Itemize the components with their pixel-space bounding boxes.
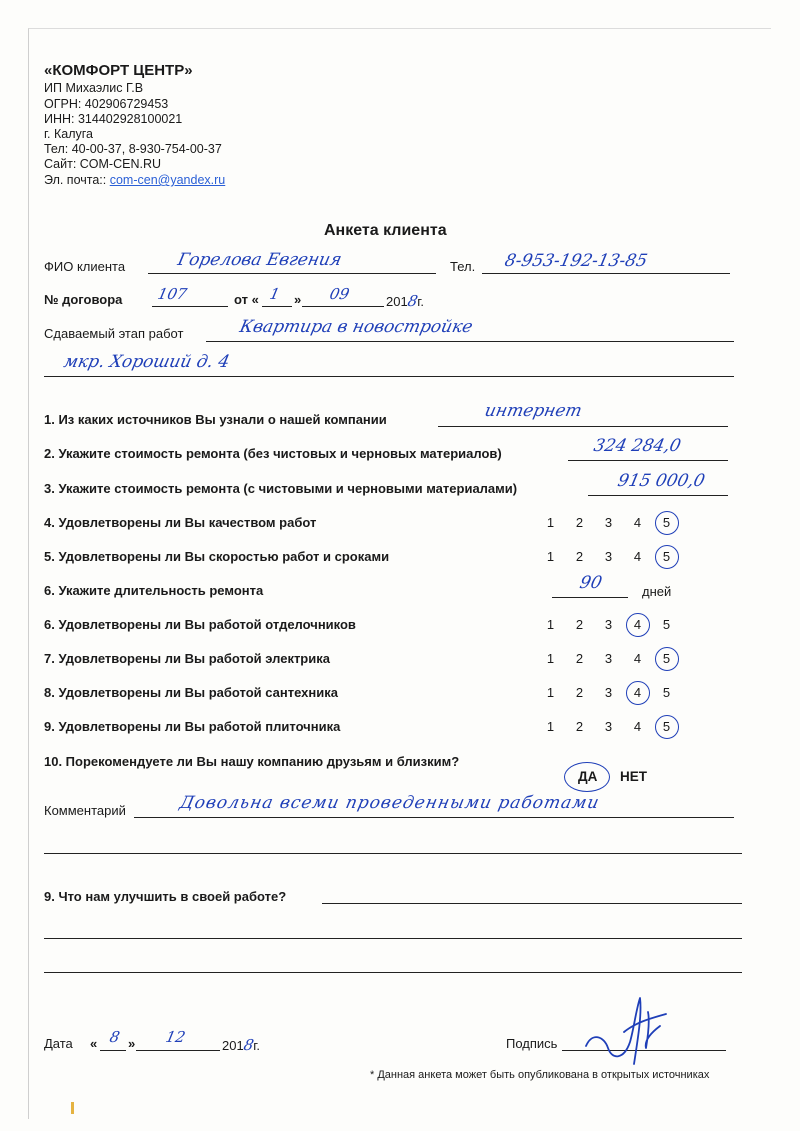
phone-value[interactable]: 8-953-192-13-85	[502, 251, 650, 271]
q6b-selected-circle	[626, 613, 650, 637]
rating-option[interactable]: 4	[633, 651, 642, 666]
rating-option[interactable]: 4	[633, 617, 642, 632]
form-title: Анкета клиента	[324, 222, 447, 239]
footnote: * Данная анкета может быть опубликована в открытых источниках	[370, 1069, 710, 1081]
rating-option[interactable]: 4	[633, 549, 642, 564]
q9-label: 9. Удовлетворены ли Вы работой плиточника	[44, 719, 341, 734]
email-row	[44, 172, 225, 188]
day-line	[262, 306, 292, 307]
contract-day[interactable]: 1	[268, 285, 282, 303]
date-year	[222, 1036, 260, 1054]
q5-label: 5. Удовлетворены ли Вы скоростью работ и сроками	[44, 549, 390, 564]
company-name: «КОМФОРТ ЦЕНТР»	[44, 62, 193, 79]
comment-label: Комментарий	[44, 803, 126, 818]
contract-label: № договора	[44, 292, 123, 307]
q4-selected-circle	[655, 511, 679, 535]
rating-option[interactable]: 3	[604, 651, 613, 666]
q6-label: 6. Укажите длительность ремонта	[44, 583, 264, 598]
site-info: Сайт: COM-CEN.RU	[44, 157, 162, 171]
improve-line-1	[322, 903, 742, 904]
q8-label: 8. Удовлетворены ли Вы работой сантехника	[44, 685, 338, 700]
rating-option[interactable]: 4	[633, 719, 642, 734]
rating-option[interactable]: 2	[575, 617, 584, 632]
phone-line	[482, 273, 730, 274]
address-line	[44, 376, 734, 377]
city: г. Калуга	[44, 127, 93, 141]
page-frame	[28, 28, 771, 1119]
from-label: от «	[234, 292, 259, 307]
rating-option[interactable]: 1	[546, 617, 555, 632]
inn: ИНН: 314402928100021	[44, 112, 183, 126]
owner-name: ИП Михаэлис Г.В	[44, 81, 144, 95]
rating-option[interactable]: 3	[604, 719, 613, 734]
rating-option[interactable]: 3	[604, 549, 613, 564]
rating-option[interactable]: 5	[662, 651, 671, 666]
q10-yes[interactable]: ДА	[578, 769, 598, 784]
date-year-digit[interactable]: 8	[241, 1036, 256, 1054]
q7-label: 7. Удовлетворены ли Вы работой электрика	[44, 651, 330, 666]
q10-selected-circle	[564, 762, 610, 792]
rating-option[interactable]: 5	[662, 685, 671, 700]
rating-option[interactable]: 5	[662, 719, 671, 734]
rating-option[interactable]: 3	[604, 685, 613, 700]
rating-option[interactable]: 2	[575, 685, 584, 700]
rating-option[interactable]: 1	[546, 549, 555, 564]
rating-option[interactable]: 1	[546, 719, 555, 734]
rating-option[interactable]: 4	[633, 685, 642, 700]
date-month[interactable]: 12	[164, 1028, 188, 1046]
q5-selected-circle	[655, 545, 679, 569]
signature-label: Подпись	[506, 1036, 558, 1051]
q1-line	[438, 426, 728, 427]
contract-line	[152, 306, 228, 307]
date-label: Дата	[44, 1036, 73, 1051]
contract-year	[386, 292, 424, 310]
stage-value[interactable]: Квартира в новостройке	[237, 317, 475, 337]
rating-option[interactable]: 5	[662, 515, 671, 530]
improve-line-2	[44, 938, 742, 939]
date-day[interactable]: 8	[108, 1028, 122, 1046]
contract-month[interactable]: 09	[328, 285, 352, 303]
comment-value[interactable]: Довольна всеми проведенными работами	[177, 793, 602, 813]
client-line	[148, 273, 436, 274]
date-close: »	[128, 1036, 136, 1051]
q1-answer[interactable]: интернет	[482, 401, 584, 421]
date-year-prefix: 201	[222, 1038, 244, 1053]
rating-option[interactable]: 2	[575, 719, 584, 734]
comment-line-1	[134, 817, 734, 818]
quote-close: »	[294, 292, 302, 307]
rating-option[interactable]: 2	[575, 515, 584, 530]
rating-option[interactable]: 2	[575, 651, 584, 666]
rating-option[interactable]: 4	[633, 515, 642, 530]
q1-label: 1. Из каких источников Вы узнали о нашей компании	[44, 412, 387, 427]
signature-icon	[578, 992, 674, 1072]
q6b-rating[interactable]	[536, 617, 681, 632]
rating-option[interactable]: 2	[575, 549, 584, 564]
improve-line-3	[44, 972, 742, 973]
q8-rating[interactable]	[536, 685, 681, 700]
date-day-line	[100, 1050, 126, 1051]
q10-label: 10. Порекомендуете ли Вы нашу компанию друзьям и близким?	[44, 754, 460, 769]
q6-unit: дней	[642, 584, 672, 599]
q6b-label: 6. Удовлетворены ли Вы работой отделочников	[44, 617, 356, 632]
rating-option[interactable]: 5	[662, 617, 671, 632]
contract-number[interactable]: 107	[156, 285, 189, 303]
q8-selected-circle	[626, 681, 650, 705]
date-open: «	[90, 1036, 98, 1051]
q7-selected-circle	[655, 647, 679, 671]
ogrn: ОГРН: 402906729453	[44, 97, 169, 111]
rating-option[interactable]: 5	[662, 549, 671, 564]
q9-selected-circle	[655, 715, 679, 739]
date-month-line	[136, 1050, 220, 1051]
rating-option[interactable]: 3	[604, 617, 613, 632]
q6-line	[552, 597, 628, 598]
rating-option[interactable]: 1	[546, 515, 555, 530]
year-prefix: 201	[386, 294, 408, 309]
year-suffix: г.	[417, 294, 425, 309]
q3-label: 3. Укажите стоимость ремонта (с чистовыми и черновыми материалами)	[44, 481, 518, 496]
q6-answer[interactable]: 90	[577, 573, 604, 593]
rating-option[interactable]: 1	[546, 685, 555, 700]
scan-mark	[71, 1102, 74, 1114]
phone-label: Тел.	[450, 259, 476, 274]
comment-line-2	[44, 853, 742, 854]
email-label: Эл. почта::	[44, 173, 107, 187]
phone-info: Тел: 40-00-37, 8-930-754-00-37	[44, 142, 222, 156]
rating-option[interactable]: 1	[546, 651, 555, 666]
q10-no[interactable]: НЕТ	[620, 769, 647, 784]
q2-line	[568, 460, 728, 461]
q3-answer[interactable]: 915 000,0	[615, 471, 707, 491]
year-digit[interactable]: 8	[405, 292, 420, 310]
q3-line	[588, 495, 728, 496]
client-label: ФИО клиента	[44, 259, 126, 274]
improve-label: 9. Что нам улучшить в своей работе?	[44, 889, 287, 904]
email-link[interactable]: com-cen@yandex.ru	[109, 173, 226, 187]
q2-label: 2. Укажите стоимость ремонта (без чистовых и черновых материалов)	[44, 446, 502, 461]
month-line	[302, 306, 384, 307]
stage-line	[206, 341, 734, 342]
date-year-suffix: г.	[253, 1038, 261, 1053]
address-value[interactable]: мкр. Хороший д. 4	[61, 352, 232, 372]
q4-label: 4. Удовлетворены ли Вы качеством работ	[44, 515, 317, 530]
stage-label: Сдаваемый этап работ	[44, 326, 184, 341]
q2-answer[interactable]: 324 284,0	[591, 436, 683, 456]
client-value[interactable]: Горелова Евгения	[175, 250, 344, 270]
rating-option[interactable]: 3	[604, 515, 613, 530]
